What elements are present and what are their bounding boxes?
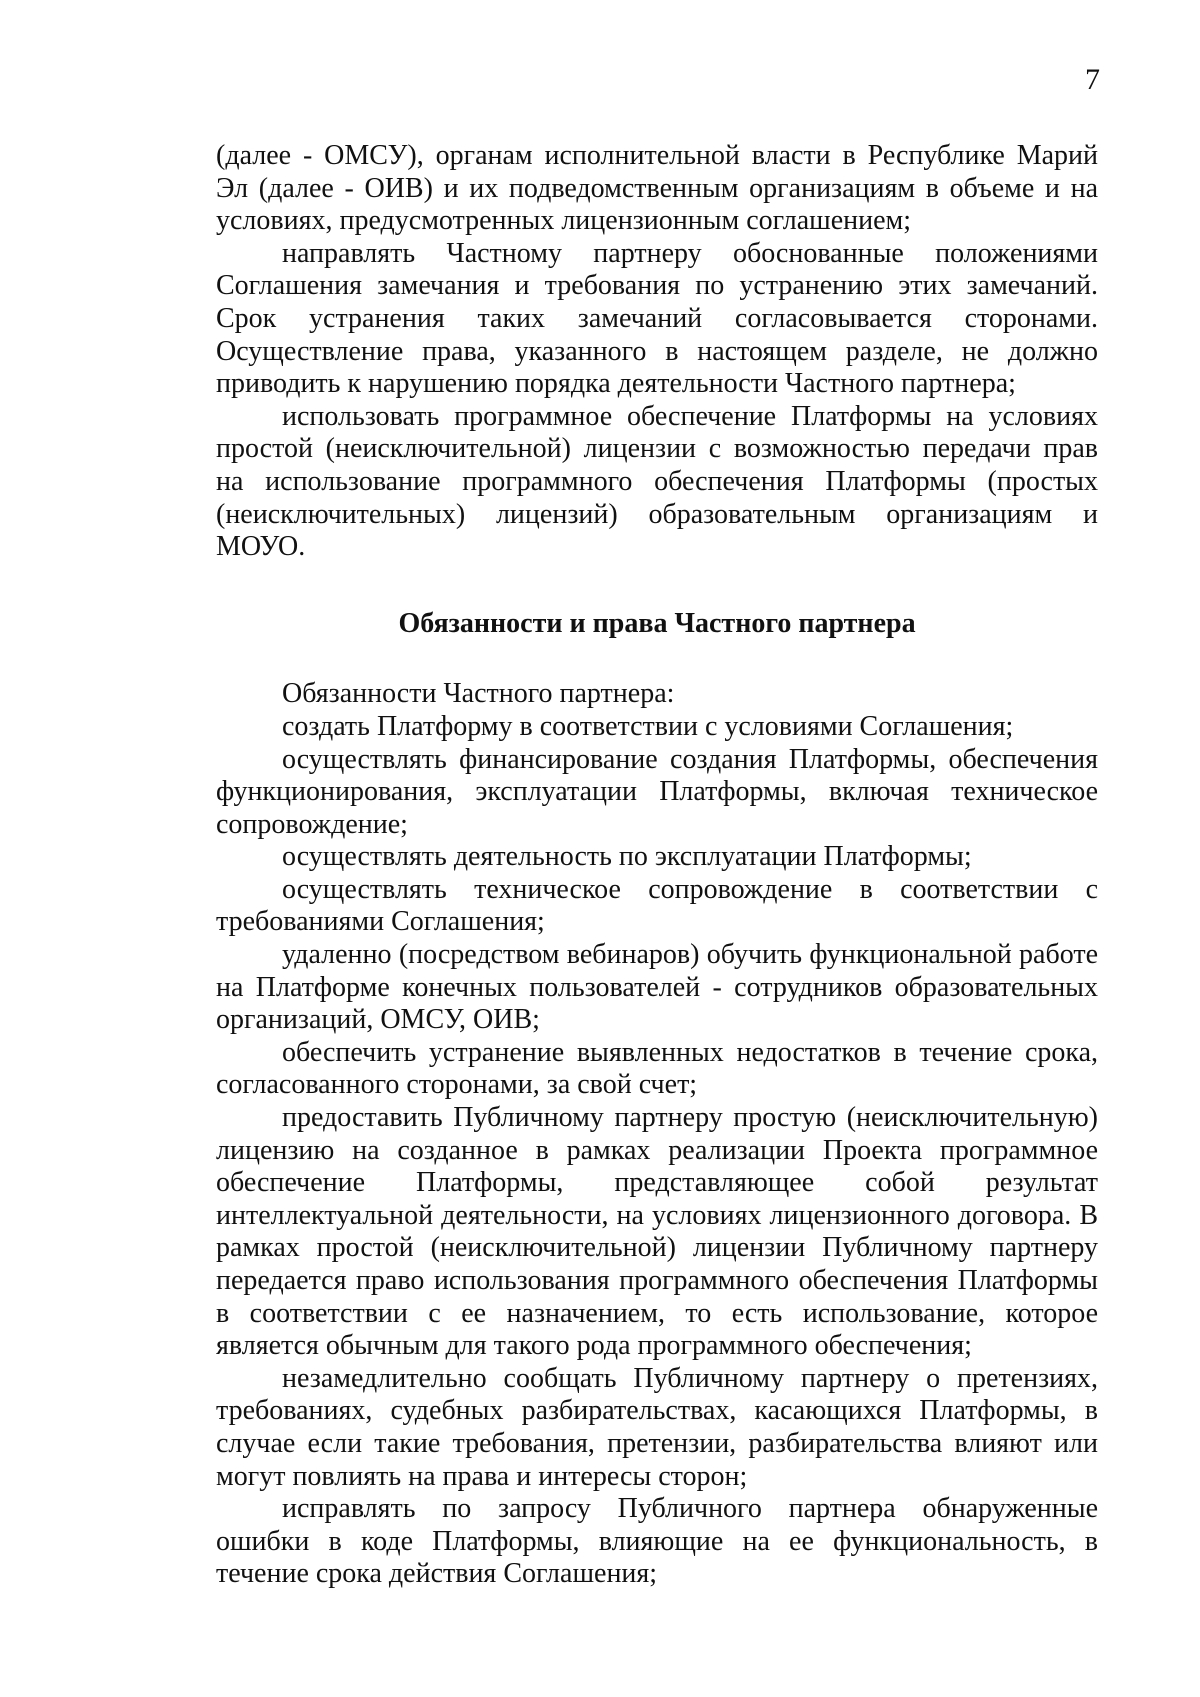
paragraph: использовать программное обеспечение Платформы на условиях простой (неисключительной) лицензии с возможностью передачи прав на использование программного обеспечения Платформы (простых (неисключительных) лицензий) образовательным организациям и МОУО. <box>216 400 1098 563</box>
section-heading: Обязанности и права Частного партнера <box>398 607 916 639</box>
document-body <box>216 140 1098 1591</box>
paragraph: осуществлять техническое сопровождение в соответствии с требованиями Соглашения; <box>216 873 1098 938</box>
paragraph: обеспечить устранение выявленных недостатков в течение срока, согласованного сторонами, за свой счет; <box>216 1036 1098 1101</box>
paragraph: исправлять по запросу Публичного партнера обнаруженные ошибки в коде Платформы, влияющие на ее функциональность, в течение срока действия Соглашения; <box>216 1493 1098 1590</box>
paragraph: Обязанности Частного партнера: <box>282 678 675 710</box>
page-number: 7 <box>1085 63 1100 96</box>
paragraph: направлять Частному партнеру обоснованные положениями Соглашения замечания и требования по устранению этих замечаний. Срок устранения таких замечаний согласовывается сторонами. Осуществление права, указанного в настоящем разделе, не должно приводить к нарушению порядка деятельности Частного партнера; <box>216 237 1098 400</box>
paragraph: осуществлять деятельность по эксплуатации Платформы; <box>282 841 972 873</box>
paragraph: создать Платформу в соответствии с условиями Соглашения; <box>282 710 1014 742</box>
paragraph-continuation: (далее - ОМСУ), органам исполнительной власти в Республике Марий Эл (далее - ОИВ) и их подведомственным организациям в объеме и на условиях, предусмотренных лицензионным соглашением; <box>216 140 1098 237</box>
paragraph: предоставить Публичному партнеру простую (неисключительную) лицензию на созданное в рамках реализации Проекта программное обеспечение Платформы, представляющее собой результат интеллектуальной деятельности, на условиях лицензионного договора. В рамках простой (неисключительной) лицензии Публичному партнеру передается право использования программного обеспечения Платформы в соответствии с ее назначением, то есть использование, которое является обычным для такого рода программного обеспечения; <box>216 1102 1098 1362</box>
paragraph: незамедлительно сообщать Публичному партнеру о претензиях, требованиях, судебных разбирательствах, касающихся Платформы, в случае если такие требования, претензии, разбирательства влияют или могут повлиять на права и интересы сторон; <box>216 1362 1098 1492</box>
paragraph: удаленно (посредством вебинаров) обучить функциональной работе на Платформе конечных пользователей - сотрудников образовательных организаций, ОМСУ, ОИВ; <box>216 939 1098 1036</box>
paragraph: осуществлять финансирование создания Платформы, обеспечения функционирования, эксплуатации Платформы, включая техническое сопровождение; <box>216 743 1098 840</box>
